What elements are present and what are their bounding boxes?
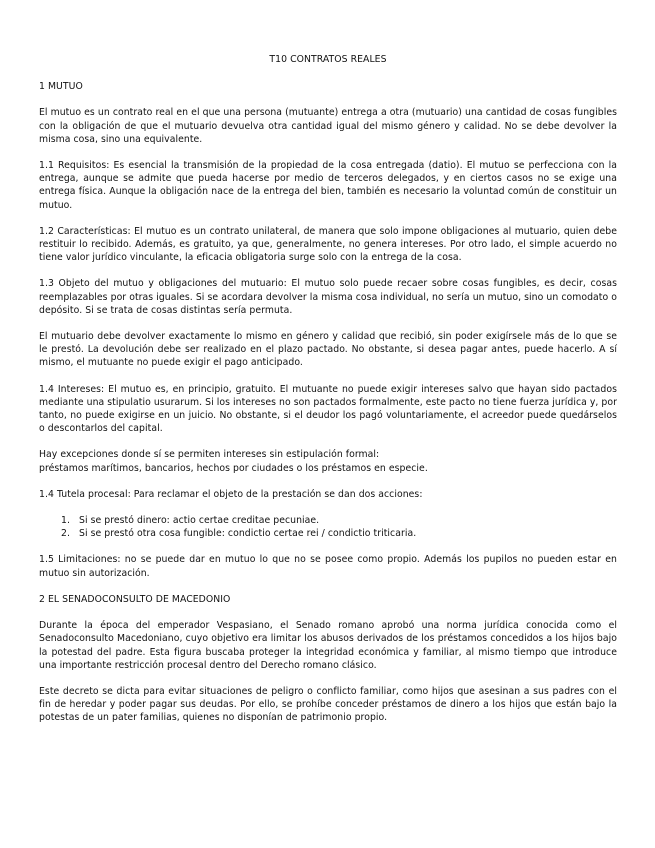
list-item: 1. Si se prestó dinero: actio certae creditae pecuniae. [73, 514, 617, 527]
paragraph-intereses: 1.4 Intereses: El mutuo es, en principio, gratuito. El mutuante no puede exigir intereses salvo que hayan sido pactados mediante una stipulatio usurarum. Si los intereses no son pactados formalmente, este pacto no tiene fuerza jurídica y, por tanto, no puede exigirse en un juicio. No obstante, si el deudor los pagó voluntariamente, el acreedor puede quedárselos o descontarlos del capital. [39, 383, 617, 435]
paragraph-senadoconsulto-2: Este decreto se dicta para evitar situaciones de peligro o conflicto familiar, como hijos que asesinan a sus padres con el fin de heredar y poder pagar sus deudas. Por ello, se prohíbe conceder préstamos de dinero a los hijos que están bajo la potestas de un pater familias, quienes no disponían de patrimonio propio. [39, 685, 617, 724]
excepciones-line-2: préstamos marítimos, bancarios, hechos por ciudades o los préstamos en especie. [39, 462, 428, 474]
paragraph-senadoconsulto-1: Durante la época del emperador Vespasiano, el Senado romano aprobó una norma jurídica conocida como el Senadoconsulto Macedoniano, cuyo objetivo era limitar los abusos derivados de los préstamos concedidos a los hijos bajo la potestad del padre. Esta figura buscaba proteger la integridad económica y familiar, al mismo tiempo que introduce una importante restricción procesal dentro del Derecho romano clásico. [39, 620, 617, 671]
section-heading-mutuo: 1 MUTUO [39, 81, 83, 93]
document-title: T10 CONTRATOS REALES [269, 54, 387, 65]
paragraph-caracteristicas: 1.2 Características: El mutuo es un contrato unilateral, de manera que solo impone obligaciones al mutuario, quien debe restituir lo recibido. Además, es gratuito, ya que, generalmente, no genera intereses. Por otro lado, el simple acuerdo no tiene valor jurídico vinculante, la eficacia obligatoria surge solo con la entrega de la cosa. [39, 225, 617, 264]
paragraph-excepciones [39, 448, 617, 474]
document-page [39, 53, 617, 738]
paragraph-mutuo-intro: El mutuo es un contrato real en el que una persona (mutuante) entrega a otra (mutuario) una cantidad de cosas fungibles con la obligación de que el mutuario devuelva otra cantidad igual del mismo género y calidad. No se debe devolver la misma cosa, sino una equivalente. [39, 107, 617, 145]
paragraph-limitaciones: 1.5 Limitaciones: no se puede dar en mutuo lo que no se posee como propio. Además los pupilos no pueden estar en mutuo sin autorización. [39, 554, 617, 579]
excepciones-line-1: Hay excepciones donde sí se permiten intereses sin estipulación formal: [39, 449, 380, 461]
section-heading-senadoconsulto: 2 EL SENADOCONSULTO DE MACEDONIO [39, 593, 231, 605]
paragraph-requisitos: 1.1 Requisitos: Es esencial la transmisión de la propiedad de la cosa entregada (datio). El mutuo se perfecciona con la entrega, aunque se admite que pueda hacerse por medio de terceros delegados, y en ciertos casos no se exige una entrega física. Aunque la obligación nace de la entrega del bien, también es necesario la voluntad común de constituir un mutuo. [39, 160, 617, 211]
paragraph-objeto: 1.3 Objeto del mutuo y obligaciones del mutuario: El mutuo solo puede recaer sobre cosas fungibles, es decir, cosas reemplazables por otras iguales. Si se acordara devolver la misma cosa individual, no sería un mutuo, sino un comodato o depósito. Si se trata de cosas distintas sería permuta. [39, 278, 617, 316]
acciones-list [39, 514, 617, 540]
paragraph-devolucion: El mutuario debe devolver exactamente lo mismo en género y calidad que recibió, sin poder exigírsele más de lo que se le prestó. La devolución debe ser realizado en el plazo pactado. No obstante, si desea pagar antes, puede hacerlo. A sí mismo, el mutuante no puede exigir el pago anticipado. [39, 331, 617, 369]
paragraph-tutela: 1.4 Tutela procesal: Para reclamar el objeto de la prestación se dan dos acciones: [39, 488, 423, 500]
list-item: 2. Si se prestó otra cosa fungible: condictio certae rei / condictio triticaria. [73, 527, 617, 540]
